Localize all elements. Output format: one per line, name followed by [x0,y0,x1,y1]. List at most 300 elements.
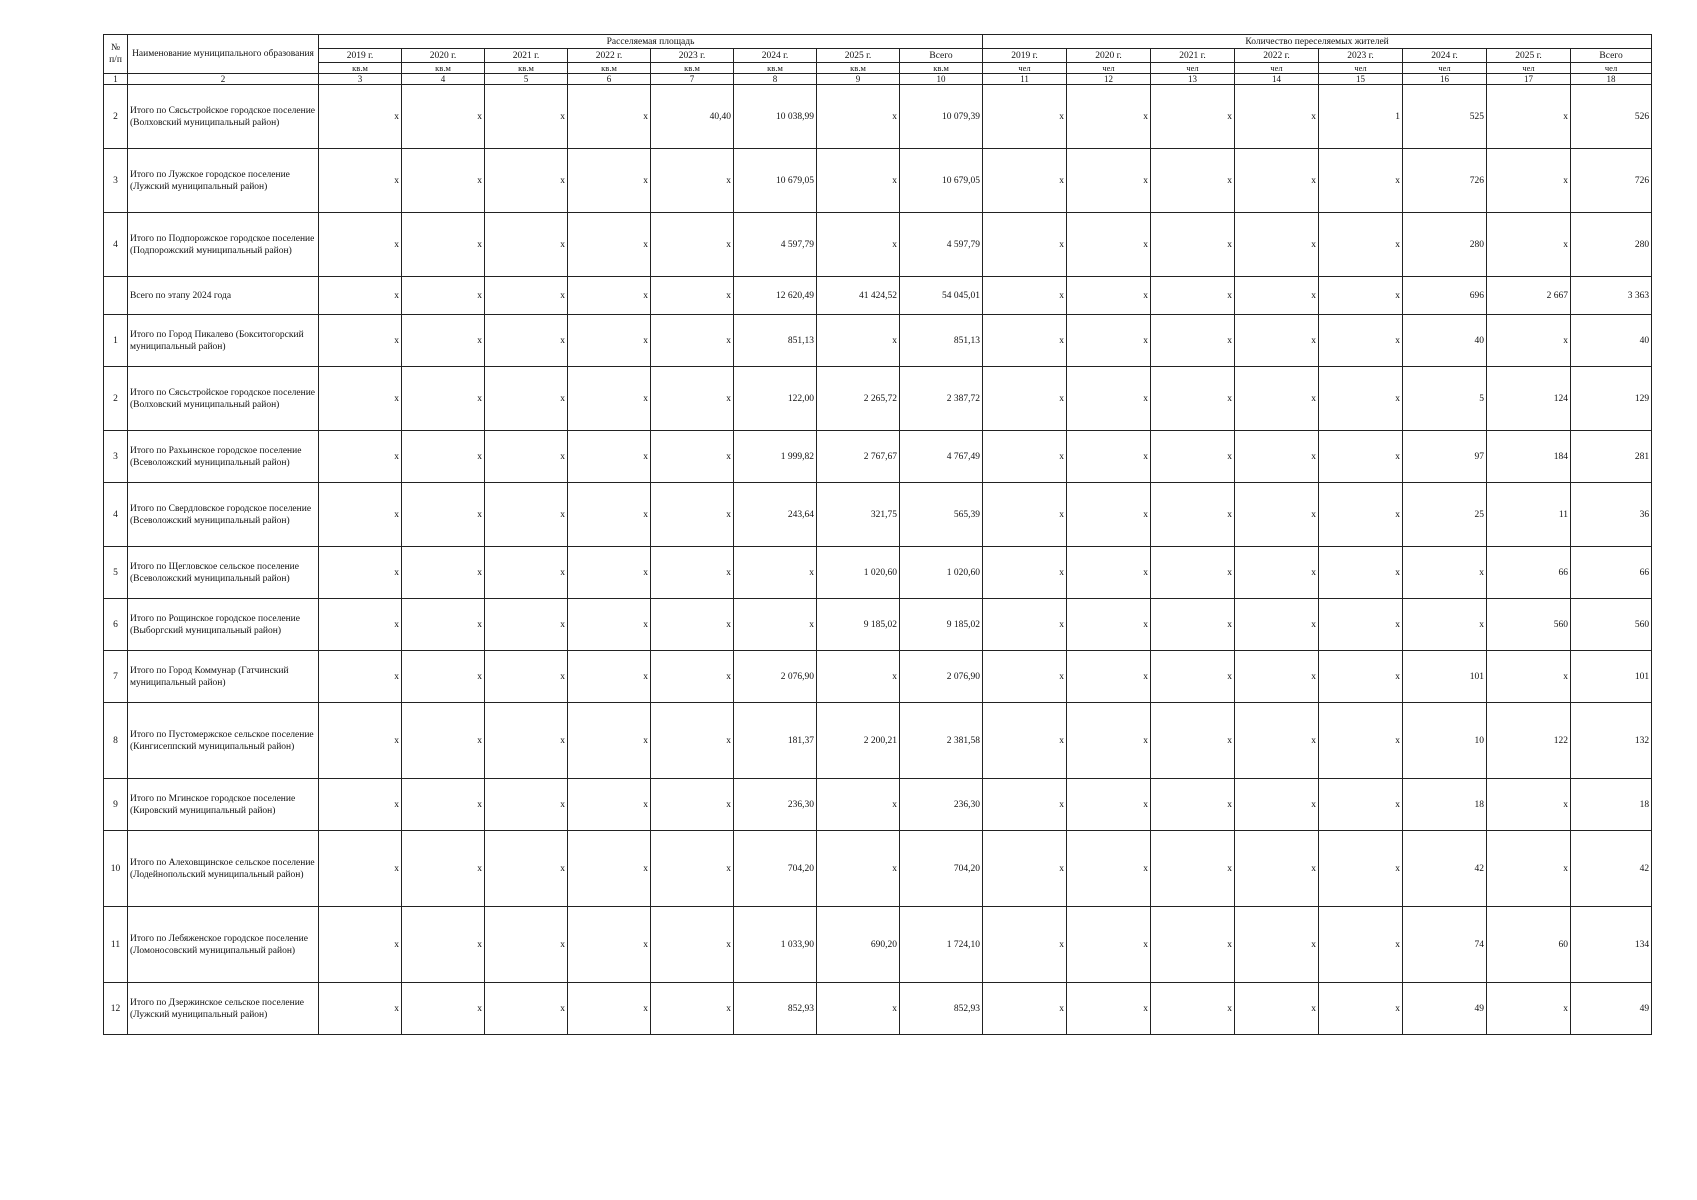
column-number: 4 [402,74,485,85]
table-row [104,85,1652,149]
people-value-cell: x [1319,983,1403,1035]
area-unit-header: кв.м [734,63,817,74]
header-units-row [104,63,1652,74]
header-name: Наименование муниципального образования [128,35,319,74]
people-value-cell: x [1151,703,1235,779]
people-value-cell: x [1151,367,1235,431]
column-number: 17 [1487,74,1571,85]
area-value-cell: x [402,367,485,431]
people-value-cell: x [1151,431,1235,483]
municipality-name: Итого по Подпорожское городское поселение (Подпорожский муниципальный район) [128,213,319,277]
people-value-cell: 560 [1487,599,1571,651]
area-value-cell: x [402,547,485,599]
people-value-cell: 42 [1571,831,1652,907]
area-value-cell: x [319,149,402,213]
people-value-cell: x [1319,651,1403,703]
column-number: 7 [651,74,734,85]
area-value-cell: x [651,315,734,367]
row-number: 4 [104,483,128,547]
area-value-cell: 9 185,02 [900,599,983,651]
people-value-cell: x [983,277,1067,315]
area-unit-header: кв.м [402,63,485,74]
people-value-cell: 132 [1571,703,1652,779]
people-value-cell: x [1151,315,1235,367]
area-value-cell: 1 033,90 [734,907,817,983]
people-value-cell: 3 363 [1571,277,1652,315]
area-year-header: 2021 г. [485,49,568,63]
column-number: 11 [983,74,1067,85]
area-value-cell: x [485,599,568,651]
area-value-cell: x [817,651,900,703]
area-value-cell: x [817,779,900,831]
municipality-name: Итого по Мгинское городское поселение (Кировский муниципальный район) [128,779,319,831]
municipality-name: Итого по Город Коммунар (Гатчинский муниципальный район) [128,651,319,703]
people-value-cell: x [1151,149,1235,213]
area-value-cell: 852,93 [900,983,983,1035]
people-value-cell: x [1487,149,1571,213]
area-value-cell: x [651,149,734,213]
row-number: 2 [104,367,128,431]
people-value-cell: x [983,599,1067,651]
area-value-cell: x [568,277,651,315]
people-value-cell: x [1235,779,1319,831]
people-value-cell: x [1403,547,1487,599]
area-value-cell: x [319,599,402,651]
area-value-cell: x [568,547,651,599]
people-value-cell: x [1319,367,1403,431]
area-value-cell: x [651,367,734,431]
area-value-cell: 852,93 [734,983,817,1035]
area-value-cell: x [817,149,900,213]
area-value-cell: x [402,907,485,983]
area-value-cell: 851,13 [900,315,983,367]
people-value-cell: x [1235,547,1319,599]
people-value-cell: 281 [1571,431,1652,483]
people-value-cell: x [1067,779,1151,831]
area-value-cell: x [485,277,568,315]
table-row [104,831,1652,907]
row-number: 9 [104,779,128,831]
area-unit-header: кв.м [319,63,402,74]
people-value-cell: x [1319,213,1403,277]
area-value-cell: 1 724,10 [900,907,983,983]
area-value-cell: x [651,213,734,277]
area-value-cell: x [651,547,734,599]
people-value-cell: 560 [1571,599,1652,651]
area-value-cell: x [402,651,485,703]
people-value-cell: 97 [1403,431,1487,483]
people-value-cell: x [1487,831,1571,907]
area-value-cell: x [319,651,402,703]
area-value-cell: x [568,599,651,651]
column-number: 2 [128,74,319,85]
row-number: 1 [104,315,128,367]
area-value-cell: 4 597,79 [900,213,983,277]
people-value-cell: x [1067,213,1151,277]
area-value-cell: 1 999,82 [734,431,817,483]
area-value-cell: 10 679,05 [900,149,983,213]
row-number: 3 [104,149,128,213]
people-value-cell: 25 [1403,483,1487,547]
people-value-cell: x [983,213,1067,277]
area-value-cell: x [319,831,402,907]
table-row [104,779,1652,831]
people-unit-header: чел [1571,63,1652,74]
people-value-cell: x [983,315,1067,367]
people-value-cell: x [1235,651,1319,703]
people-value-cell: 18 [1571,779,1652,831]
people-value-cell: 40 [1403,315,1487,367]
area-value-cell: 704,20 [900,831,983,907]
area-value-cell: x [402,149,485,213]
people-value-cell: x [1235,315,1319,367]
area-value-cell: 243,64 [734,483,817,547]
area-value-cell: x [402,85,485,149]
area-value-cell: 2 767,67 [817,431,900,483]
area-value-cell: 851,13 [734,315,817,367]
people-value-cell: x [1487,983,1571,1035]
people-value-cell: x [1235,599,1319,651]
area-value-cell: x [319,907,402,983]
area-value-cell: x [817,85,900,149]
people-value-cell: x [983,983,1067,1035]
column-number: 9 [817,74,900,85]
people-value-cell: x [1319,703,1403,779]
area-value-cell: x [402,213,485,277]
municipality-name: Итого по Рахьинское городское поселение (Всеволожский муниципальный район) [128,431,319,483]
area-value-cell: 690,20 [817,907,900,983]
people-value-cell: x [1319,599,1403,651]
column-number: 10 [900,74,983,85]
area-value-cell: 12 620,49 [734,277,817,315]
row-number: 8 [104,703,128,779]
area-value-cell: 2 076,90 [734,651,817,703]
municipality-name: Итого по Лебяженское городское поселение (Ломоносовский муниципальный район) [128,907,319,983]
people-unit-header: чел [1403,63,1487,74]
area-value-cell: 181,37 [734,703,817,779]
area-value-cell: 1 020,60 [817,547,900,599]
people-value-cell: x [1235,213,1319,277]
header-people-group: Количество переселяемых жителей [983,35,1652,49]
people-value-cell: x [1319,831,1403,907]
people-value-cell: x [1151,831,1235,907]
area-value-cell: x [568,983,651,1035]
people-value-cell: x [1067,149,1151,213]
people-value-cell: 66 [1487,547,1571,599]
table-row [104,367,1652,431]
resettlement-table [103,34,1652,1035]
column-number: 13 [1151,74,1235,85]
area-value-cell: x [485,85,568,149]
people-value-cell: x [1319,149,1403,213]
area-value-cell: x [319,367,402,431]
column-number: 14 [1235,74,1319,85]
area-value-cell: x [568,907,651,983]
area-value-cell: x [568,651,651,703]
area-value-cell: x [734,599,817,651]
area-value-cell: x [568,85,651,149]
municipality-name: Итого по Дзержинское сельское поселение (Лужский муниципальный район) [128,983,319,1035]
people-value-cell: x [1067,483,1151,547]
area-value-cell: x [402,831,485,907]
municipality-name: Итого по Лужское городское поселение (Лужский муниципальный район) [128,149,319,213]
people-value-cell: 184 [1487,431,1571,483]
resettlement-table-page [103,34,1651,1035]
people-value-cell: 726 [1403,149,1487,213]
people-value-cell: x [1319,277,1403,315]
people-value-cell: x [1151,213,1235,277]
people-value-cell: x [1235,149,1319,213]
area-value-cell: x [319,213,402,277]
people-value-cell: x [1151,277,1235,315]
area-value-cell: x [402,599,485,651]
people-unit-header: чел [1151,63,1235,74]
area-value-cell: 4 767,49 [900,431,983,483]
people-value-cell: x [1487,213,1571,277]
area-value-cell: x [485,483,568,547]
area-value-cell: 2 387,72 [900,367,983,431]
municipality-name: Итого по Щегловское сельское поселение (Всеволожский муниципальный район) [128,547,319,599]
people-value-cell: 124 [1487,367,1571,431]
people-value-cell: x [1151,907,1235,983]
people-value-cell: x [1487,315,1571,367]
area-value-cell: x [319,431,402,483]
row-number: 10 [104,831,128,907]
people-value-cell: x [983,483,1067,547]
people-value-cell: 280 [1571,213,1652,277]
row-number: 5 [104,547,128,599]
area-value-cell: x [568,431,651,483]
area-value-cell: x [485,149,568,213]
people-value-cell: x [1067,277,1151,315]
area-value-cell: 40,40 [651,85,734,149]
table-row [104,149,1652,213]
area-value-cell: x [485,703,568,779]
area-value-cell: x [568,831,651,907]
people-value-cell: x [983,431,1067,483]
people-unit-header: чел [1235,63,1319,74]
table-row [104,983,1652,1035]
people-value-cell: 1 [1319,85,1403,149]
area-value-cell: x [402,315,485,367]
people-year-header: 2023 г. [1319,49,1403,63]
municipality-name: Итого по Город Пикалево (Бокситогорский муниципальный район) [128,315,319,367]
people-value-cell: x [983,831,1067,907]
people-value-cell: x [1151,651,1235,703]
column-number: 16 [1403,74,1487,85]
people-value-cell: x [1487,651,1571,703]
area-value-cell: x [319,779,402,831]
people-value-cell: 101 [1403,651,1487,703]
people-value-cell: x [1067,831,1151,907]
people-value-cell: 18 [1403,779,1487,831]
area-value-cell: x [485,431,568,483]
people-year-header: 2025 г. [1487,49,1571,63]
people-value-cell: x [1319,315,1403,367]
people-value-cell: 525 [1403,85,1487,149]
area-value-cell: x [485,367,568,431]
column-number: 12 [1067,74,1151,85]
area-unit-header: кв.м [651,63,734,74]
area-value-cell: x [568,315,651,367]
people-value-cell: x [1487,779,1571,831]
area-value-cell: x [402,277,485,315]
people-value-cell: x [983,85,1067,149]
area-value-cell: x [651,831,734,907]
municipality-name: Всего по этапу 2024 года [128,277,319,315]
area-value-cell: x [319,703,402,779]
municipality-name: Итого по Сясьстройское городское поселение (Волховский муниципальный район) [128,367,319,431]
area-value-cell: x [568,367,651,431]
table-row [104,547,1652,599]
area-value-cell: 10 038,99 [734,85,817,149]
area-value-cell: x [402,431,485,483]
area-unit-header: кв.м [485,63,568,74]
area-value-cell: 41 424,52 [817,277,900,315]
area-value-cell: x [651,779,734,831]
column-number: 5 [485,74,568,85]
area-year-header: 2024 г. [734,49,817,63]
row-number: 11 [104,907,128,983]
column-number: 6 [568,74,651,85]
people-value-cell: x [1235,367,1319,431]
people-year-header: 2019 г. [983,49,1067,63]
area-year-header: 2025 г. [817,49,900,63]
people-value-cell: x [1067,367,1151,431]
table-row [104,651,1652,703]
people-value-cell: 134 [1571,907,1652,983]
people-value-cell: x [1319,547,1403,599]
table-row [104,907,1652,983]
column-number: 15 [1319,74,1403,85]
people-value-cell: 5 [1403,367,1487,431]
people-value-cell: x [1151,983,1235,1035]
area-value-cell: x [651,907,734,983]
people-value-cell: x [983,149,1067,213]
people-value-cell: x [1235,85,1319,149]
people-value-cell: x [1067,547,1151,599]
row-number: 12 [104,983,128,1035]
area-value-cell: x [651,483,734,547]
people-year-header: 2021 г. [1151,49,1235,63]
area-value-cell: 321,75 [817,483,900,547]
people-value-cell: x [1235,277,1319,315]
people-value-cell: x [1319,483,1403,547]
people-year-header: Всего [1571,49,1652,63]
area-value-cell: x [485,907,568,983]
municipality-name: Итого по Рощинское городское поселение (Выборгский муниципальный район) [128,599,319,651]
area-value-cell: 2 076,90 [900,651,983,703]
area-value-cell: 2 381,58 [900,703,983,779]
people-unit-header: чел [1487,63,1571,74]
people-value-cell: x [1319,907,1403,983]
people-unit-header: чел [1067,63,1151,74]
area-unit-header: кв.м [568,63,651,74]
people-value-cell: 2 667 [1487,277,1571,315]
people-value-cell: 36 [1571,483,1652,547]
people-unit-header: чел [983,63,1067,74]
area-value-cell: x [651,277,734,315]
area-value-cell: x [568,149,651,213]
people-year-header: 2022 г. [1235,49,1319,63]
area-value-cell: x [651,599,734,651]
area-value-cell: x [568,703,651,779]
municipality-name: Итого по Алеховщинское сельское поселение (Лодейнопольский муниципальный район) [128,831,319,907]
people-value-cell: x [983,703,1067,779]
area-value-cell: 704,20 [734,831,817,907]
area-year-header: 2020 г. [402,49,485,63]
area-value-cell: 10 679,05 [734,149,817,213]
municipality-name: Итого по Свердловское городское поселение (Всеволожский муниципальный район) [128,483,319,547]
area-value-cell: x [319,85,402,149]
area-value-cell: x [485,651,568,703]
area-value-cell: x [651,431,734,483]
people-value-cell: 526 [1571,85,1652,149]
row-number: 7 [104,651,128,703]
table-header [104,35,1652,85]
table-row [104,599,1652,651]
area-value-cell: 9 185,02 [817,599,900,651]
people-value-cell: x [1067,983,1151,1035]
people-value-cell: x [983,651,1067,703]
row-number [104,277,128,315]
table-row [104,213,1652,277]
area-value-cell: 236,30 [900,779,983,831]
column-number: 18 [1571,74,1652,85]
people-value-cell: 280 [1403,213,1487,277]
row-number: 6 [104,599,128,651]
header-column-numbers-row [104,74,1652,85]
area-value-cell: x [817,983,900,1035]
header-years-row [104,49,1652,63]
people-value-cell: x [1403,599,1487,651]
area-value-cell: 122,00 [734,367,817,431]
header-area-group: Расселяемая площадь [319,35,983,49]
row-number: 3 [104,431,128,483]
area-value-cell: 54 045,01 [900,277,983,315]
area-value-cell: 1 020,60 [900,547,983,599]
area-value-cell: 236,30 [734,779,817,831]
table-row [104,483,1652,547]
people-value-cell: x [1067,431,1151,483]
area-value-cell: x [651,983,734,1035]
people-value-cell: 40 [1571,315,1652,367]
area-value-cell: x [319,483,402,547]
area-year-header: 2019 г. [319,49,402,63]
area-unit-header: кв.м [900,63,983,74]
table-row [104,703,1652,779]
people-value-cell: x [1067,703,1151,779]
people-value-cell: x [1235,907,1319,983]
people-value-cell: x [983,779,1067,831]
people-value-cell: x [1151,483,1235,547]
area-value-cell: x [402,703,485,779]
people-value-cell: 49 [1571,983,1652,1035]
area-value-cell: x [402,483,485,547]
area-value-cell: 4 597,79 [734,213,817,277]
people-value-cell: x [1151,85,1235,149]
people-value-cell: 42 [1403,831,1487,907]
area-value-cell: 10 079,39 [900,85,983,149]
area-value-cell: x [319,315,402,367]
area-year-header: Всего [900,49,983,63]
area-unit-header: кв.м [817,63,900,74]
table-body [104,85,1652,1035]
area-value-cell: x [485,779,568,831]
area-value-cell: 2 200,21 [817,703,900,779]
area-value-cell: x [817,315,900,367]
area-value-cell: x [817,213,900,277]
